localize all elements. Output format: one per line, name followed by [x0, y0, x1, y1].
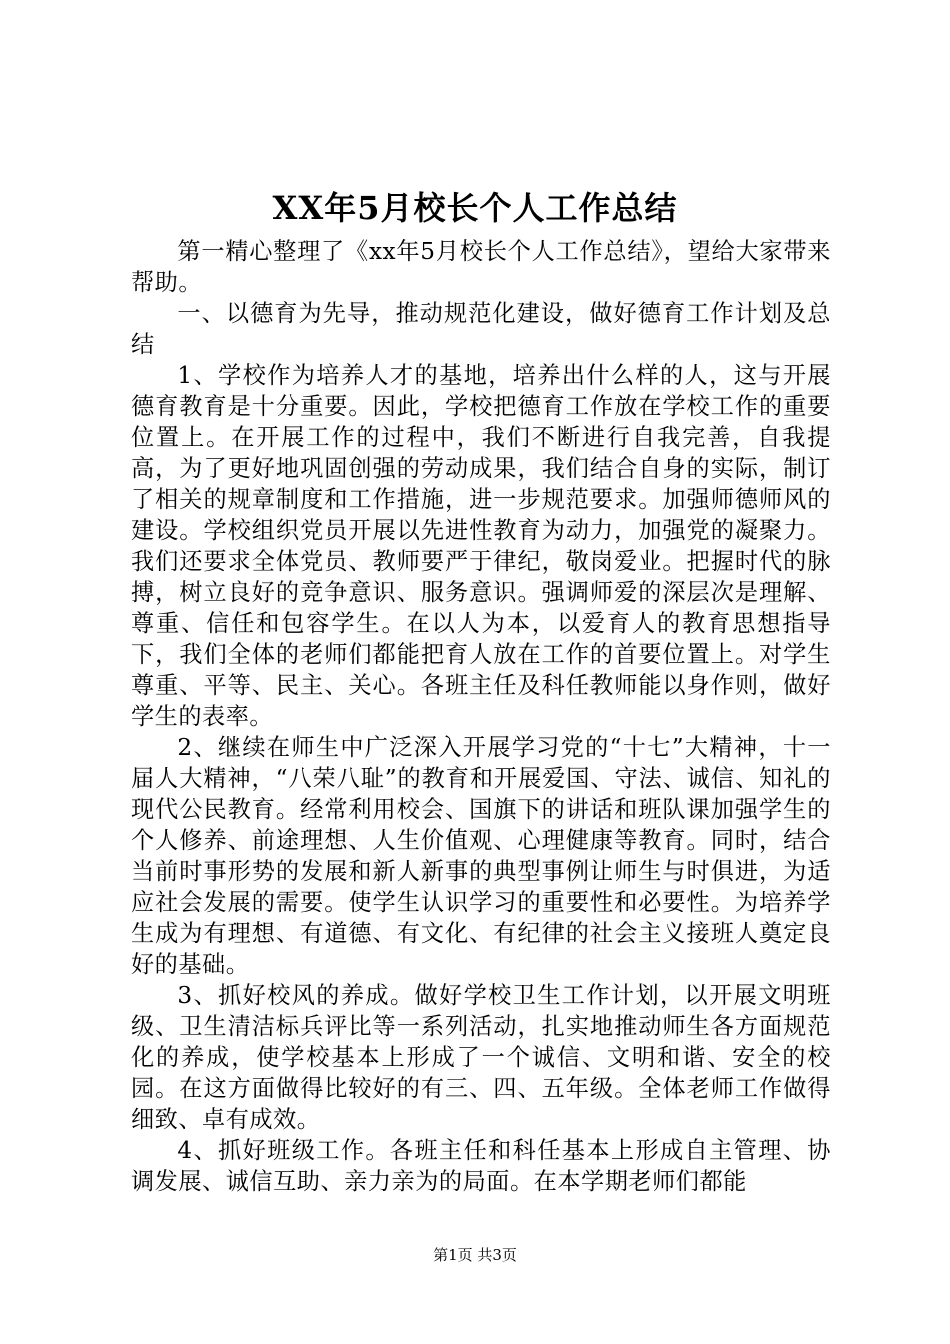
body-paragraph-3: 3、抓好校风的养成。做好学校卫生工作计划，以开展文明班级、卫生清洁标兵评比等一系列活动，扎实地推动师生各方面规范化的养成，使学校基本上形成了一个诚信、文明和谐、安全的校园。在这方面做得比较好的有三、四、五年级。全体老师工作做得细致、卓有成效。 — [131, 982, 831, 1133]
document-body — [131, 236, 831, 1197]
document-title: XX年5月校长个人工作总结 — [272, 189, 678, 227]
body-paragraph-2: 2、继续在师生中广泛深入开展学习党的“十七”大精神，十一届人大精神，“八荣八耻”的教育和开展爱国、守法、诚信、知礼的现代公民教育。经常利用校会、国旗下的讲话和班队课加强学生的个人修养、前途理想、人生价值观、心理健康等教育。同时，结合当前时事形势的发展和新人新事的典型事例让师生与时俱进，为适应社会发展的需要。使学生认识学习的重要性和必要性。为培养学生成为有理想、有道德、有文化、有纪律的社会主义接班人奠定良好的基础。 — [131, 734, 831, 978]
body-paragraph-1: 1、学校作为培养人才的基地，培养出什么样的人，这与开展德育教育是十分重要。因此，学校把德育工作放在学校工作的重要位置上。在开展工作的过程中，我们不断进行自我完善，自我提高，为了更好地巩固创强的劳动成果，我们结合自身的实际，制订了相关的规章制度和工作措施，进一步规范要求。加强师德师风的建设。学校组织党员开展以先进性教育为动力，加强党的凝聚力。我们还要求全体党员、教师要严于律纪，敬岗爱业。把握时代的脉搏，树立良好的竞争意识、服务意识。强调师爱的深层次是理解、尊重、信任和包容学生。在以人为本，以爱育人的教育思想指导下，我们全体的老师们都能把育人放在工作的首要位置上。对学生尊重、平等、民主、关心。各班主任及科任教师能以身作则，做好学生的表率。 — [131, 362, 831, 730]
section-heading: 一、以德育为先导，推动规范化建设，做好德育工作计划及总结 — [131, 300, 831, 358]
intro-paragraph: 第一精心整理了《xx年5月校长个人工作总结》，望给大家带来帮助。 — [131, 238, 831, 296]
page-footer: 第1页 共3页 — [433, 1246, 517, 1264]
body-paragraph-4: 4、抓好班级工作。各班主任和科任基本上形成自主管理、协调发展、诚信互助、亲力亲为的局面。在本学期老师们都能 — [131, 1137, 831, 1195]
